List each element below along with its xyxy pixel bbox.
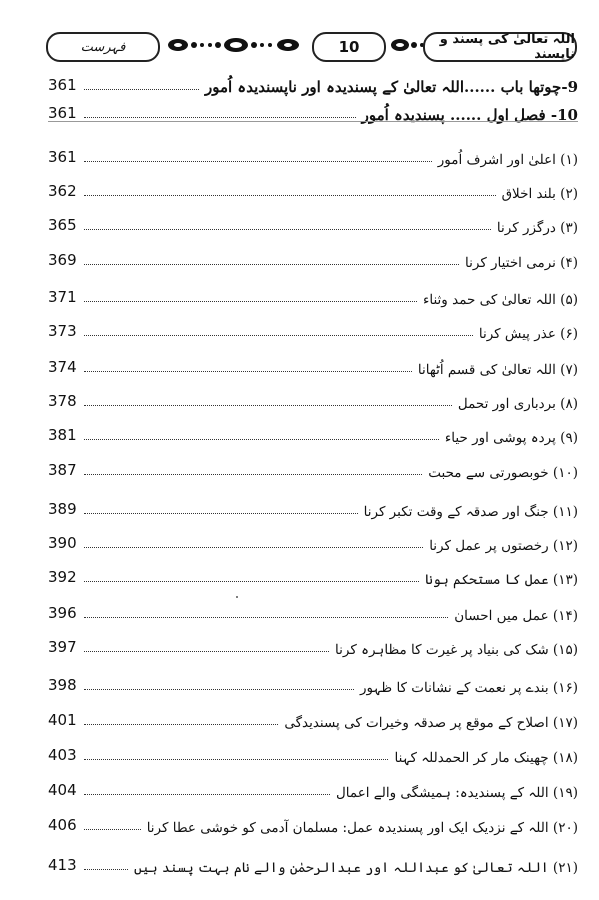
toc-entry-title: (۱۵) شک کی بنیاد پر غیرت کا مظاہرہ کرنا <box>335 642 578 658</box>
toc-entry-title: (۱۴) عمل میں احسان <box>454 608 578 624</box>
toc-page-number: 374 <box>48 358 77 376</box>
toc-leader-dots <box>84 547 423 548</box>
toc-page-number: 369 <box>48 251 77 269</box>
toc-entry-title: (۶) عذر پیش کرنا <box>478 326 578 342</box>
toc-page-number: 371 <box>48 288 77 306</box>
page-number: 10 <box>312 32 386 62</box>
toc-leader-dots <box>84 89 199 90</box>
page-header <box>46 30 577 62</box>
toc-entry[interactable] <box>48 70 578 96</box>
toc-leader-dots <box>84 335 473 336</box>
toc-page-number: 413 <box>48 856 77 874</box>
toc-entry[interactable] <box>48 598 578 624</box>
toc-entry-title: (۱۷) اصلاح کے موقع پر صدقہ وخیرات کی پسندیدگی <box>284 715 578 731</box>
toc-entry-title: (۲۰) اللہ کے نزدیک ایک اور پسندیدہ عمل: مسلمان آدمی کو خوشی عطا کرنا <box>146 820 578 836</box>
toc-entry[interactable] <box>48 142 578 168</box>
ornament-left-icon <box>166 36 301 54</box>
toc-entry-title: 10- فصل اول ...... پسندیدہ اُمور <box>361 106 578 124</box>
toc-page-number: 401 <box>48 711 77 729</box>
toc-entry[interactable] <box>48 705 578 731</box>
toc-leader-dots <box>84 264 459 265</box>
toc-entry[interactable] <box>48 455 578 481</box>
toc-page-number: 403 <box>48 746 77 764</box>
toc-entry-title: (۱۶) بندے پر نعمت کے نشانات کا ظہور <box>360 680 578 696</box>
toc-leader-dots <box>84 474 422 475</box>
toc-leader-dots <box>84 405 452 406</box>
toc-entry[interactable] <box>48 740 578 766</box>
book-title: اللہ تعالیٰ کی پسند و ناپسند <box>423 32 577 62</box>
toc-leader-dots <box>84 829 141 830</box>
toc-entry[interactable] <box>48 210 578 236</box>
toc-page-number: 397 <box>48 638 77 656</box>
toc-entry[interactable] <box>48 316 578 342</box>
toc-page-number: 406 <box>48 816 77 834</box>
toc-entry-title: (۱۰) خوبصورتی سے محبت <box>428 465 578 481</box>
toc-entry[interactable] <box>48 176 578 202</box>
toc-entry-title: (۷) اللہ تعالیٰ کی قسم اُٹھانا <box>417 362 578 378</box>
toc-entry[interactable] <box>48 352 578 378</box>
toc-entry-title: (۱) اعلیٰ اور اشرف اُمور <box>437 152 578 168</box>
toc-page-number: 389 <box>48 500 77 518</box>
toc-entry[interactable] <box>48 562 578 588</box>
toc-leader-dots <box>84 371 412 372</box>
toc-leader-dots <box>84 513 358 514</box>
toc-leader-dots <box>84 301 417 302</box>
toc-page-number: 396 <box>48 604 77 622</box>
toc-page-number: 378 <box>48 392 77 410</box>
toc-entry[interactable] <box>48 850 578 876</box>
toc-leader-dots <box>84 724 278 725</box>
toc-entry-title: 9-چوتھا باب ......اللہ تعالیٰ کے پسندیدہ اور ناپسندیدہ اُمور <box>205 78 578 96</box>
toc-page-number: 387 <box>48 461 77 479</box>
toc-leader-dots <box>84 117 356 118</box>
toc-entry-title: (۳) درگزر کرنا <box>496 220 578 236</box>
toc-page-number: 362 <box>48 182 77 200</box>
toc-entry-title: (۱۱) جنگ اور صدقہ کے وقت تکبر کرنا <box>363 504 578 520</box>
toc-entry[interactable] <box>48 670 578 696</box>
toc-leader-dots <box>84 759 388 760</box>
toc-leader-dots <box>84 794 330 795</box>
toc-leader-dots <box>84 195 496 196</box>
toc-entry-title: (۱۹) اللہ کے پسندیدہ: ہمیشگی والے اعمال <box>335 785 578 801</box>
toc-entry[interactable] <box>48 494 578 520</box>
toc-entry-title: (۵) اللہ تعالیٰ کی حمد وثناء <box>423 292 578 308</box>
toc-page-number: 398 <box>48 676 77 694</box>
toc-leader-dots <box>84 617 448 618</box>
stray-mark <box>236 596 238 598</box>
toc-entry[interactable] <box>48 282 578 308</box>
toc-entry-title: (۴) نرمی اختیار کرنا <box>465 255 578 271</box>
toc-entry[interactable] <box>48 810 578 836</box>
toc-page-number: 361 <box>48 76 77 94</box>
toc-entry[interactable] <box>48 420 578 446</box>
toc-entry-title: (۱۳) عمل کا مستحکم ہونا <box>425 572 578 588</box>
toc-leader-dots <box>84 869 128 870</box>
toc-entry[interactable] <box>48 386 578 412</box>
toc-page-number: 361 <box>48 104 77 122</box>
toc-leader-dots <box>84 651 329 652</box>
toc-page-number: 373 <box>48 322 77 340</box>
toc-leader-dots <box>84 161 432 162</box>
toc-entry-title: (۱۲) رخصتوں پر عمل کرنا <box>429 538 578 554</box>
divider <box>48 121 578 122</box>
toc-entry[interactable] <box>48 245 578 271</box>
toc-entry-title: (۹) پردہ پوشی اور حیاء <box>444 430 578 446</box>
toc-leader-dots <box>84 229 491 230</box>
toc-page-number: 390 <box>48 534 77 552</box>
toc-page-number: 381 <box>48 426 77 444</box>
toc-page-number: 361 <box>48 148 77 166</box>
toc-entry-title: (۸) بردباری اور تحمل <box>457 396 578 412</box>
toc-entry[interactable] <box>48 632 578 658</box>
toc-entry-title: (۱۸) چھینک مار کر الحمدللہ کہنا <box>394 750 578 766</box>
toc-leader-dots <box>84 581 419 582</box>
toc-entry-title: (۲۱) اللہ تعالیٰ کو عبداللہ اور عبدالرحمٰن والے نام بہت پسند ہیں <box>133 860 578 876</box>
toc-entry[interactable] <box>48 775 578 801</box>
toc-page-number: 392 <box>48 568 77 586</box>
toc-leader-dots <box>84 689 354 690</box>
section-label: فہرست <box>46 32 160 62</box>
toc-leader-dots <box>84 439 439 440</box>
toc-page-number: 404 <box>48 781 77 799</box>
toc-entry-title: (۲) بلند اخلاق <box>501 186 578 202</box>
toc-page-number: 365 <box>48 216 77 234</box>
toc-entry[interactable] <box>48 528 578 554</box>
